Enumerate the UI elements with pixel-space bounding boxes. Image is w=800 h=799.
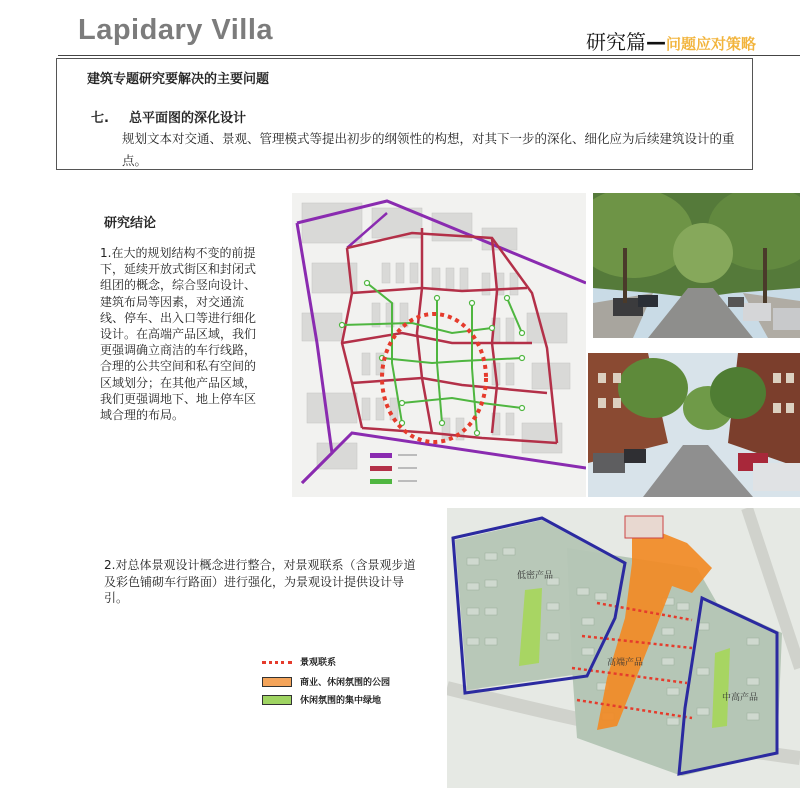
box-title: 建筑专题研究要解决的主要问题 — [87, 72, 270, 87]
site-plan-traffic-svg — [292, 193, 586, 497]
street-photo-1 — [593, 193, 800, 338]
conclusion-title: 研究结论 — [104, 216, 157, 231]
brand-title: Lapidary Villa — [78, 14, 274, 46]
header-rule — [58, 55, 800, 56]
page-header — [586, 26, 756, 55]
site-plan-landscape-map — [447, 508, 800, 788]
conclusion-point-2: 2.对总体景观设计概念进行整合，对景观联系（含景观步道及彩色铺砌车行路面）进行强化，为景观设计提供设计导引。 — [104, 558, 416, 605]
street-photo-2-svg — [588, 353, 800, 497]
legend-text-landscape-link: 景观联系 — [300, 658, 337, 668]
site-plan-landscape-svg — [447, 508, 800, 788]
header-subtitle: 问题应对策略 — [665, 35, 756, 53]
legend-text-green: 休闲氛围的集中绿地 — [300, 696, 382, 706]
zone-label-center: 高端产品 — [607, 658, 644, 668]
green-swatch — [262, 695, 292, 705]
zone-label-left: 低密产品 — [517, 571, 554, 581]
section-number: 七. — [91, 111, 109, 126]
header-main-title: 研究篇 — [585, 30, 646, 54]
section-body: 规划文本对交通、景观、管理模式等提出初步的纲领性的构想，对其下一步的深化、细化应为后续建筑设计的重点。 — [122, 131, 735, 168]
site-plan-traffic-map — [292, 193, 586, 497]
legend-text-park: 商业、休闲氛围的公园 — [300, 678, 391, 688]
street-photo-1-svg — [593, 193, 800, 338]
zone-label-right: 中高产品 — [722, 693, 759, 703]
conclusion-point-1: 1.在大的规划结构不变的前提下，延续开放式街区和封闭式组团的概念，综合竖向设计、建筑布局等因素，对交通流线、停车、出入口等进行细化设计。在高端产品区域，我们更强调确立商洁的车行线路，合理的公共空间和私有空间的区域划分；在其他产品区域，我们更强调地下、地上停车区域合理的布局。 — [100, 246, 257, 423]
orange-swatch — [262, 677, 292, 687]
dotted-line-swatch — [262, 661, 292, 664]
street-photo-2 — [588, 353, 800, 497]
problem-box — [56, 58, 753, 170]
section-title: 总平面图的深化设计 — [129, 111, 247, 126]
header-dash: — — [645, 30, 666, 54]
